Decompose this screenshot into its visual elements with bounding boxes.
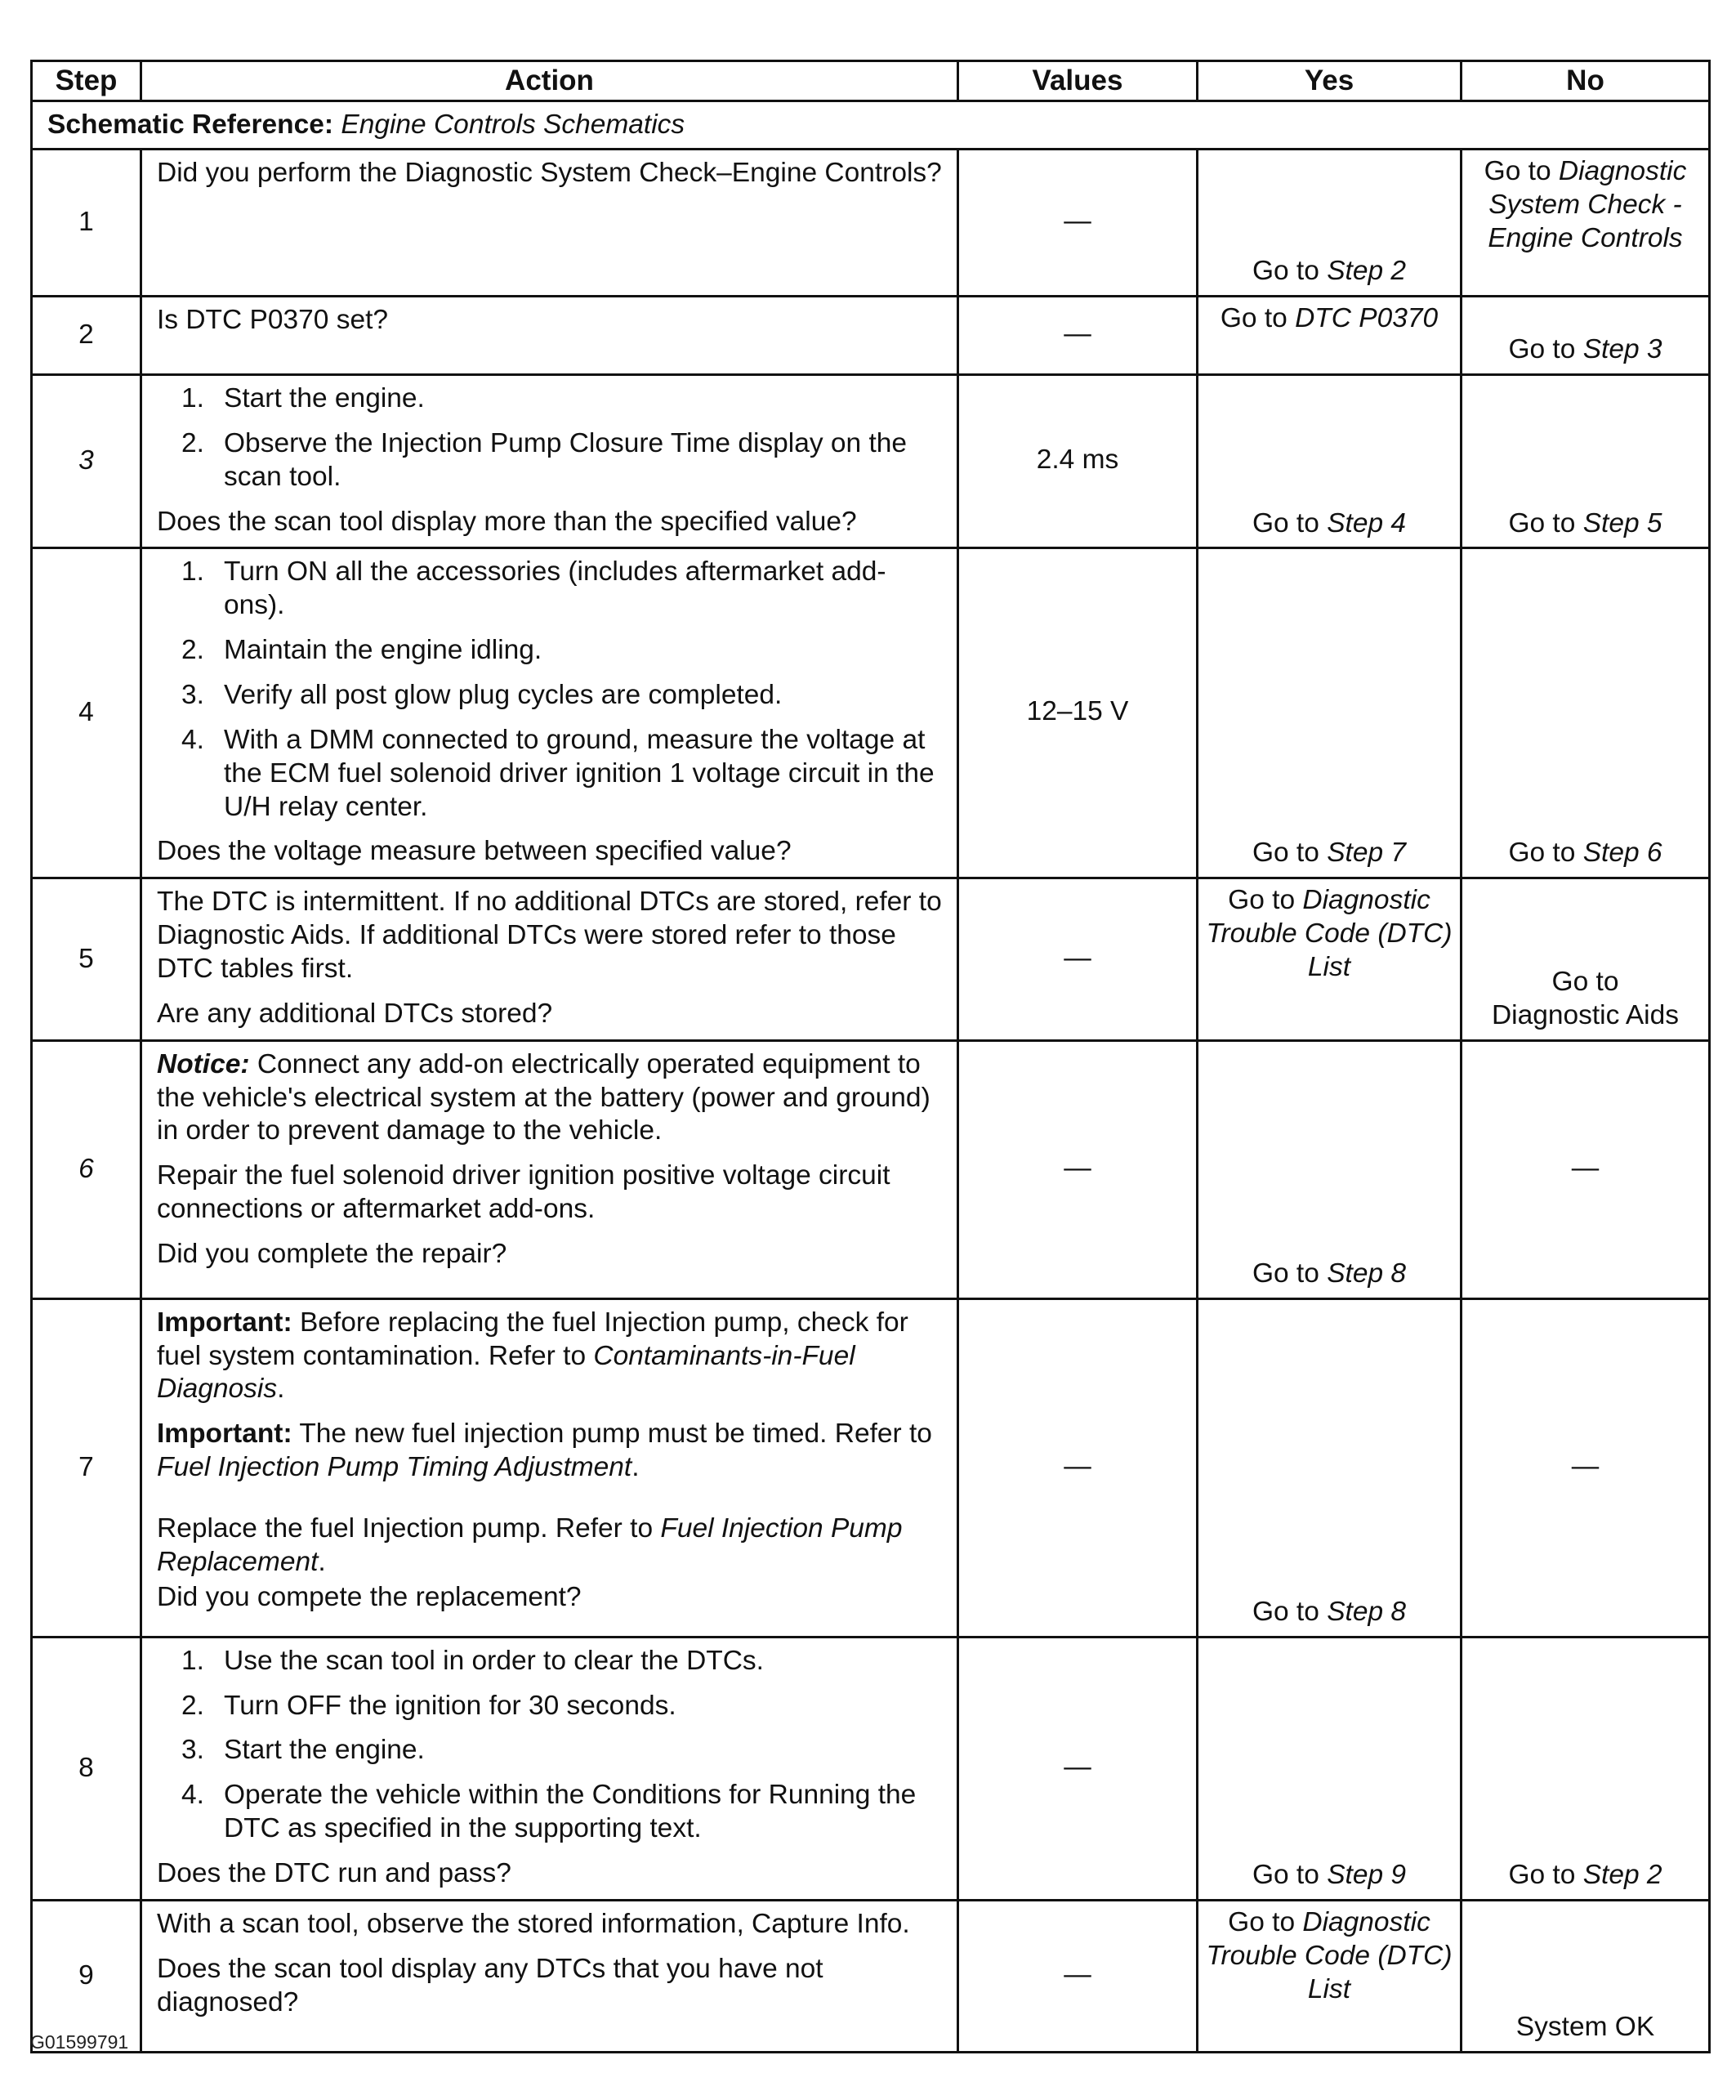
table-row (32, 297, 1710, 375)
value-cell: — (958, 1298, 1198, 1637)
no-cell: — (1462, 1298, 1710, 1637)
goto-text: Go to (1228, 1906, 1296, 1937)
important-ref: Fuel Injection Pump Timing Adjustment (157, 1452, 632, 1483)
yes-cell (1198, 375, 1462, 548)
action-question: Did you compete the replacement? (157, 1581, 582, 1612)
action-cell (141, 1298, 958, 1637)
goto-text: Go to (1551, 967, 1619, 998)
action-text: With a scan tool, observe the stored information, Capture Info. (157, 1908, 910, 1939)
no-ref: Step 6 (1582, 838, 1662, 869)
action-cell (141, 548, 958, 878)
header-action: Action (141, 61, 958, 101)
important-text: Before replacing the fuel Injection pump, check for fuel system contamination. Refer to (157, 1307, 908, 1371)
yes-ref: Step 7 (1327, 838, 1407, 869)
goto-text: Go to (1508, 334, 1576, 365)
table-row (32, 1040, 1710, 1298)
yes-cell (1198, 1900, 1462, 2052)
step-number: 9 (32, 1900, 141, 2052)
important-label: Important: (157, 1419, 292, 1450)
action-cell (141, 878, 958, 1040)
no-cell (1462, 375, 1710, 548)
yes-cell (1198, 150, 1462, 297)
value-cell: — (958, 150, 1198, 297)
yes-ref: Diagnostic Trouble Code (DTC) List (1206, 1906, 1453, 2004)
list-item: 3. Start the engine. (181, 1735, 425, 1766)
yes-cell (1198, 1637, 1462, 1900)
action-question: Are any additional DTCs stored? (157, 998, 553, 1029)
figure-code: G01599791 (30, 2031, 129, 2053)
goto-text: Go to (1508, 507, 1576, 538)
goto-text: Go to (1252, 507, 1319, 538)
yes-ref: Step 2 (1327, 256, 1407, 287)
list-item: 2. Turn OFF the ignition for 30 seconds. (181, 1690, 676, 1721)
table-row (32, 1637, 1710, 1900)
yes-cell (1198, 878, 1462, 1040)
no-cell (1462, 878, 1710, 1040)
yes-cell (1198, 548, 1462, 878)
no-cell (1462, 1637, 1710, 1900)
schematic-ref: Engine Controls Schematics (341, 109, 685, 140)
no-cell (1462, 548, 1710, 878)
action-question: Does the voltage measure between specified value? (157, 836, 792, 867)
important-ref: Contaminants-in-Fuel Diagnosis (157, 1340, 855, 1405)
table-row (32, 375, 1710, 548)
no-ref: Diagnostic System Check - Engine Controls (1488, 156, 1687, 253)
goto-text: Go to (1252, 838, 1319, 869)
notice-label: Notice: (157, 1048, 250, 1079)
yes-ref: Step 9 (1327, 1860, 1407, 1891)
list-item: 1. Turn ON all the accessories (includes aftermarket add-ons). (181, 556, 886, 621)
action-text: Did you perform the Diagnostic System Check–Engine Controls? (157, 158, 942, 188)
important-label: Important: (157, 1307, 292, 1338)
yes-cell (1198, 1040, 1462, 1298)
list-item: 1. Start the engine. (181, 383, 425, 413)
action-text: Is DTC P0370 set? (157, 305, 389, 335)
value-cell: — (958, 1900, 1198, 2052)
list-item: 2. Observe the Injection Pump Closure Time display on the scan tool. (181, 427, 908, 492)
yes-ref: DTC P0370 (1295, 303, 1439, 333)
action-cell (141, 375, 958, 548)
header-yes: Yes (1198, 61, 1462, 101)
no-cell: System OK (1462, 1900, 1710, 2052)
yes-cell (1198, 1298, 1462, 1637)
no-text: Diagnostic Aids (1491, 999, 1680, 1030)
list-item: 1. Use the scan tool in order to clear the DTCs. (181, 1645, 764, 1676)
action-steps (157, 382, 942, 494)
value-cell: — (958, 1637, 1198, 1900)
list-item: 4. With a DMM connected to ground, measure the voltage at the ECM fuel solenoid driver ignition 1 voltage circuit in the U/H relay center. (181, 724, 935, 822)
action-cell (141, 1637, 958, 1900)
no-ref: Step 3 (1582, 334, 1662, 365)
goto-text: Go to (1508, 1860, 1576, 1891)
goto-text: Go to (1252, 1860, 1319, 1891)
no-cell (1462, 150, 1710, 297)
action-question: Does the scan tool display any DTCs that you have not diagnosed? (157, 1953, 823, 2017)
value-cell: — (958, 1040, 1198, 1298)
header-no: No (1462, 61, 1710, 101)
table-row (32, 878, 1710, 1040)
yes-ref: Step 4 (1327, 507, 1407, 538)
notice-text: Connect any add-on electrically operated equipment to the vehicle's electrical system at the battery (power and ground) in order to prevent damage to the vehicle. (157, 1048, 930, 1146)
goto-text: Go to (1220, 303, 1287, 333)
action-cell (141, 297, 958, 375)
action-question: Does the scan tool display more than the specified value? (157, 506, 857, 537)
no-ref: Step 5 (1582, 507, 1662, 538)
table-row (32, 1298, 1710, 1637)
goto-text: Go to (1484, 156, 1551, 186)
step-number: 6 (32, 1040, 141, 1298)
action-question: Does the DTC run and pass? (157, 1858, 511, 1889)
yes-ref: Step 8 (1327, 1258, 1407, 1289)
list-item: 2. Maintain the engine idling. (181, 635, 542, 666)
yes-ref: Step 8 (1327, 1596, 1407, 1627)
action-ref: Fuel Injection Pump Replacement (157, 1513, 903, 1577)
action-text: The DTC is intermittent. If no additional DTCs are stored, refer to Diagnostic Aids. If additional DTCs were stored refer to those DTC tables first. (157, 887, 942, 985)
important-text: The new fuel injection pump must be timed. Refer to (299, 1419, 932, 1450)
action-text: Repair the fuel solenoid driver ignition positive voltage circuit connections or aftermarket add-ons. (157, 1160, 890, 1225)
action-question: Did you complete the repair? (157, 1239, 507, 1270)
yes-ref: Diagnostic Trouble Code (DTC) List (1206, 885, 1453, 983)
schematic-label: Schematic Reference: (47, 109, 334, 140)
important-paragraph: Important: The new fuel injection pump must be timed. Refer to Fuel Injection Pump Timing Adjustment. (157, 1419, 932, 1483)
diagnostic-table (30, 60, 1711, 2053)
goto-text: Go to (1228, 885, 1296, 916)
value-cell: — (958, 878, 1198, 1040)
table-row (32, 548, 1710, 878)
notice-paragraph (157, 1048, 942, 1149)
action-cell (141, 1900, 958, 2052)
no-ref: Step 2 (1582, 1860, 1662, 1891)
step-number: 3 (32, 375, 141, 548)
table-row (32, 150, 1710, 297)
step-number: 1 (32, 150, 141, 297)
value-cell: — (958, 297, 1198, 375)
step-number: 4 (32, 548, 141, 878)
step-number: 7 (32, 1298, 141, 1637)
action-cell (141, 1040, 958, 1298)
action-steps (157, 556, 942, 824)
yes-cell (1198, 297, 1462, 375)
goto-text: Go to (1252, 256, 1319, 287)
table-row (32, 1900, 1710, 2052)
step-number: 5 (32, 878, 141, 1040)
action-text: Replace the fuel Injection pump. Refer to Fuel Injection Pump Replacement. (157, 1513, 903, 1577)
list-item: 4. Operate the vehicle within the Conditions for Running the DTC as specified in the supporting text. (181, 1780, 917, 1844)
goto-text: Go to (1508, 838, 1576, 869)
value-cell: 2.4 ms (958, 375, 1198, 548)
step-number: 8 (32, 1637, 141, 1900)
header-step: Step (32, 61, 141, 101)
schematic-reference (32, 101, 1710, 150)
goto-text: Go to (1252, 1258, 1319, 1289)
action-steps (157, 1645, 942, 1846)
step-number: 2 (32, 297, 141, 375)
action-cell (141, 150, 958, 297)
no-cell (1462, 297, 1710, 375)
important-paragraph: Important: Before replacing the fuel Injection pump, check for fuel system contamination. Refer to Contaminants-in-Fuel Diagnosis. (157, 1307, 908, 1405)
header-values: Values (958, 61, 1198, 101)
schematic-reference-row (32, 101, 1710, 150)
header-row (32, 61, 1710, 101)
no-cell: — (1462, 1040, 1710, 1298)
goto-text: Go to (1252, 1596, 1319, 1627)
value-cell: 12–15 V (958, 548, 1198, 878)
list-item: 3. Verify all post glow plug cycles are completed. (181, 680, 783, 711)
